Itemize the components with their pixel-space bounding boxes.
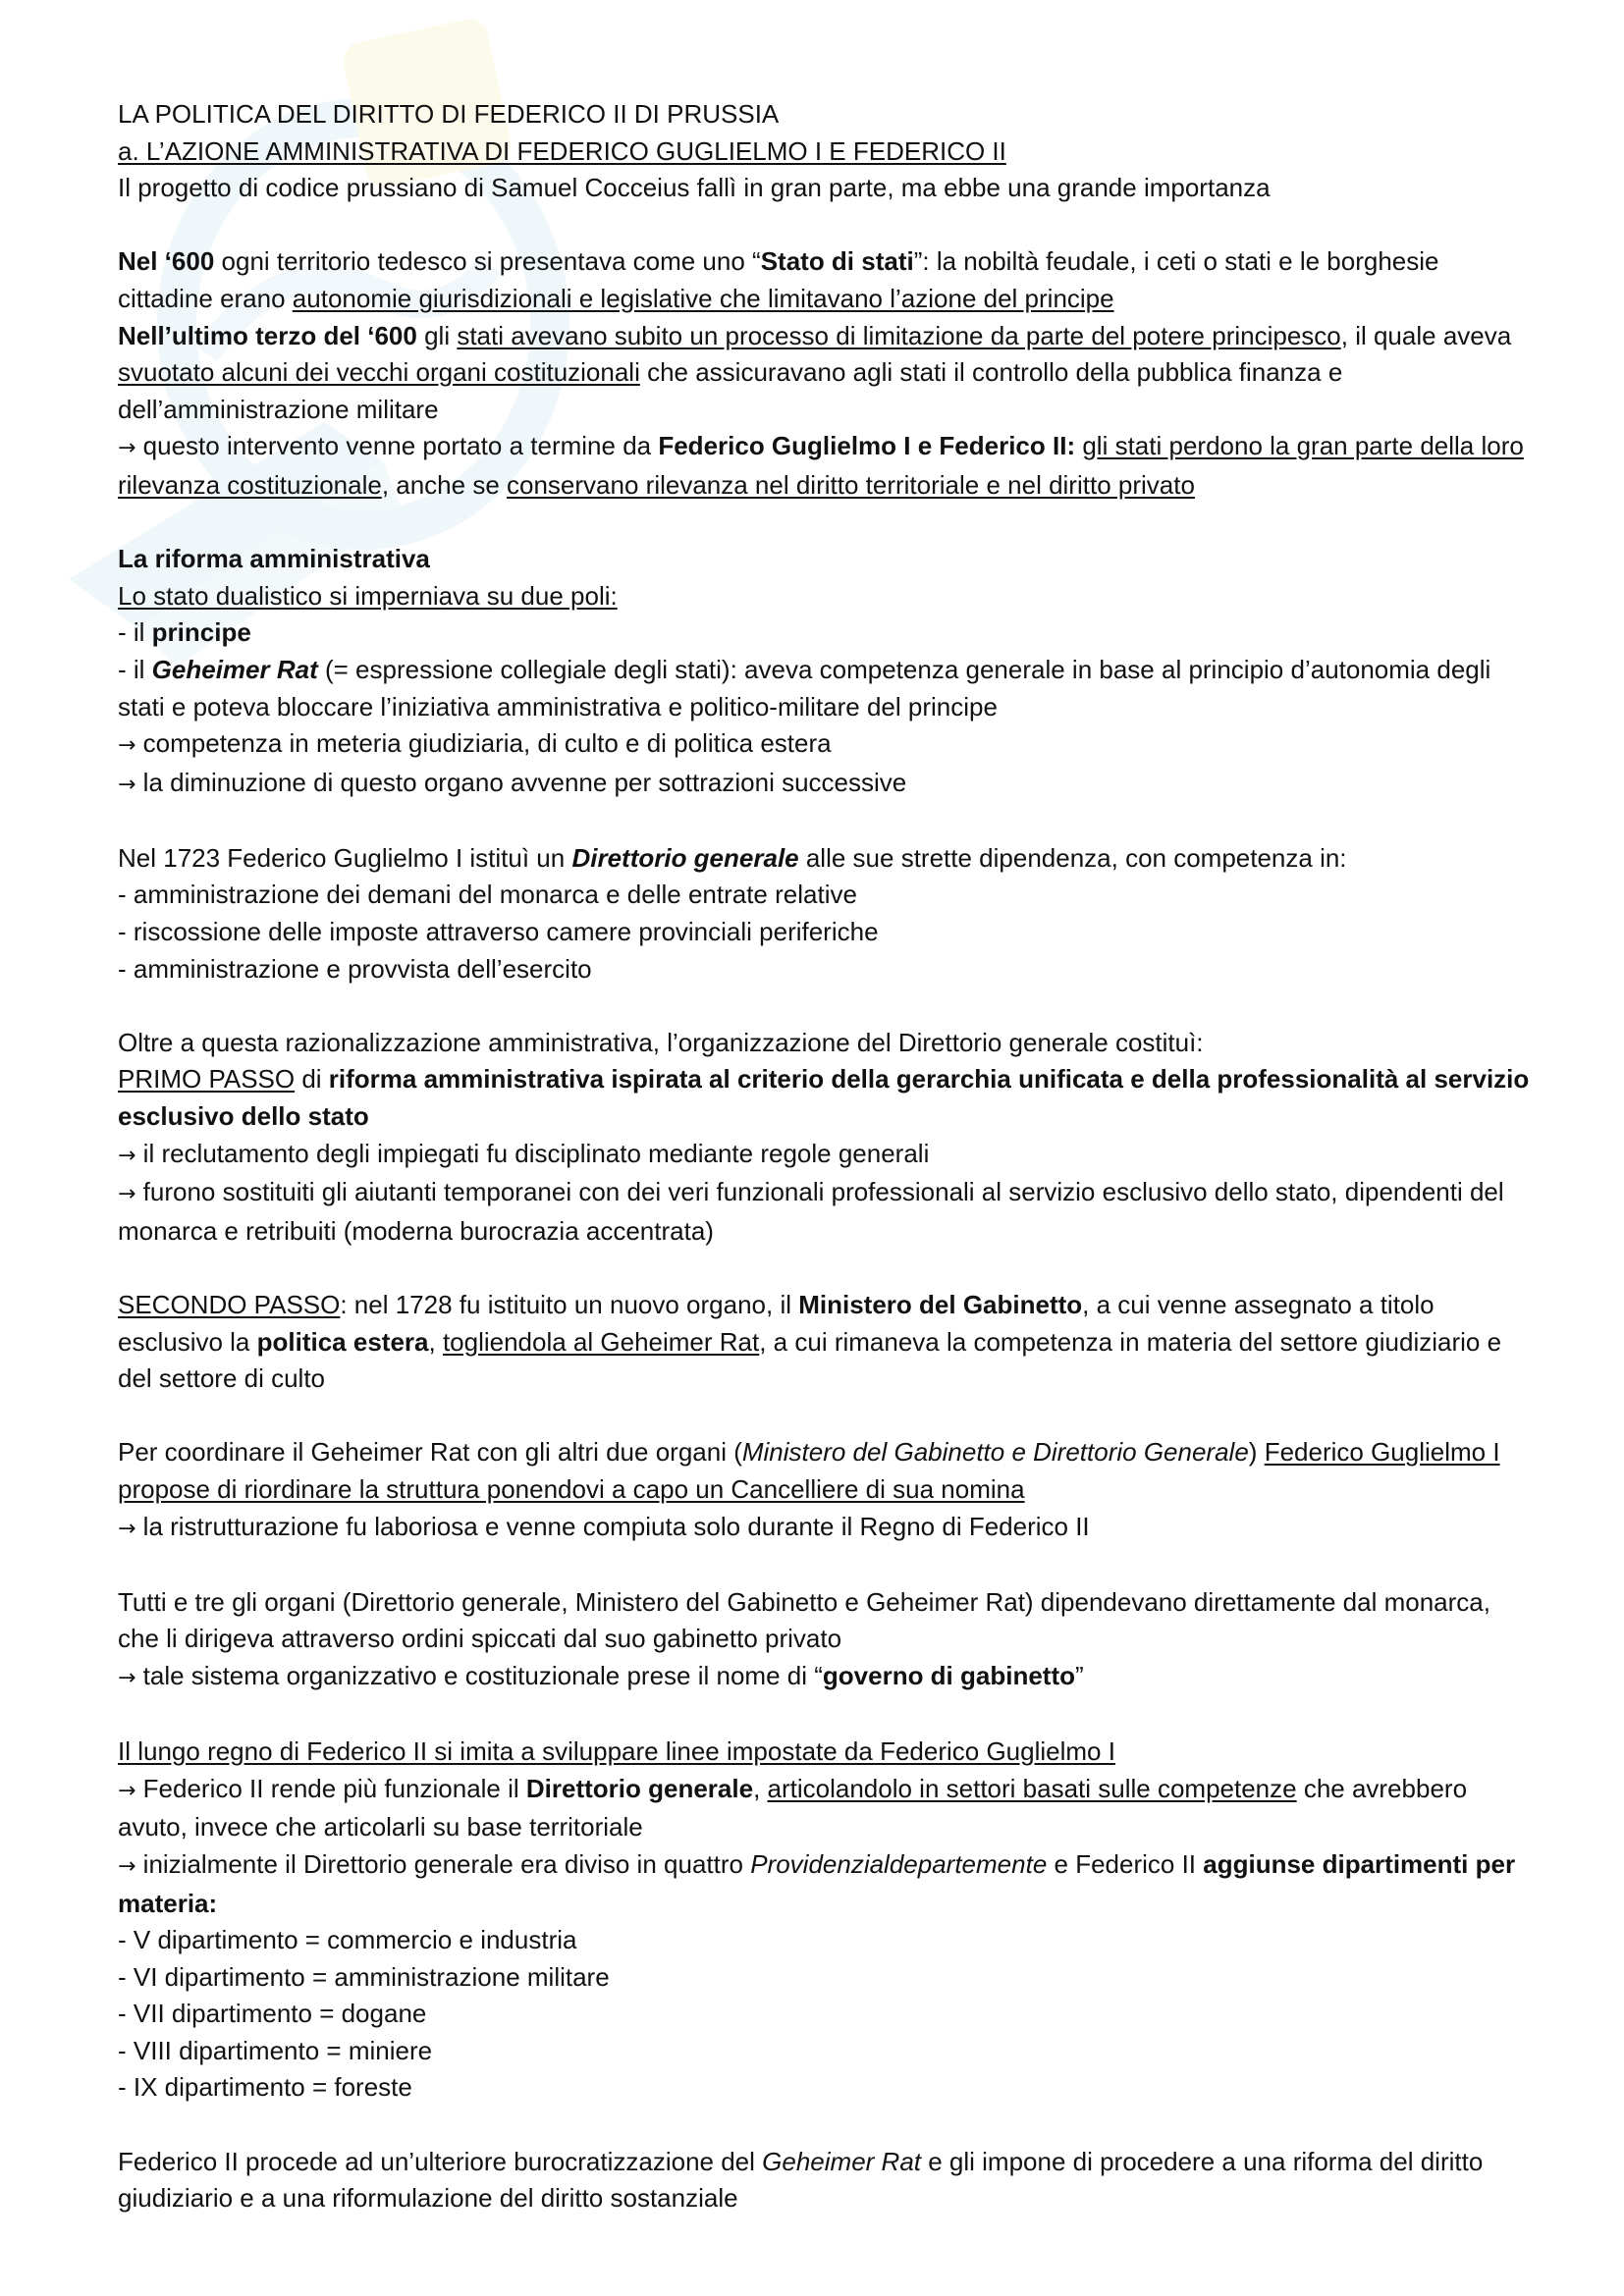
arrow-icon: → <box>118 1778 136 1803</box>
arrow-sostituiti: → furono sostituiti gli aiutanti temporanei con dei veri funzionali professionali al servizio esclusivo dello stato, dipendenti del monarca e retribuiti (moderna burocrazia accentrata) <box>118 1177 1504 1246</box>
pole-principe: - il principe <box>118 617 251 648</box>
arrow-icon: → <box>118 733 136 759</box>
document-body <box>118 96 1532 2217</box>
list-item: - amministrazione e provvista dell’esercito <box>118 953 592 984</box>
arrow-inizialmente: → inizialmente il Direttorio generale era diviso in quattro Providenzialdepartemente e Federico II aggiunse dipartimenti per materia: <box>118 1848 1516 1918</box>
list-item: - riscossione delle imposte attraverso camere provinciali periferiche <box>118 917 879 947</box>
intro-paragraph: Il progetto di codice prussiano di Samuel Cocceius fallì in gran parte, ma ebbe una grande importanza <box>118 173 1271 203</box>
department-item: - VI dipartimento = amministrazione militare <box>118 1961 610 1992</box>
arrow-icon: → <box>118 772 136 797</box>
list-item: - amministrazione dei demani del monarca e delle entrate relative <box>118 880 857 910</box>
department-item: - VII dipartimento = dogane <box>118 1999 427 2029</box>
paragraph-seicento: Nel ‘600 ogni territorio tedesco si presentava come uno “Stato di stati”: la nobiltà feudale, i ceti o stati e le borghesie cittadine erano autonomie giurisdizionali e legislative che limitavano l’azione del principe <box>118 246 1439 313</box>
pole-geheimer-rat: - il Geheimer Rat (= espressione collegiale degli stati): aveva competenza generale in base al principio d’autonomia degli stati e poteva bloccare l’iniziativa amministrativa e politico-militare del principe <box>118 654 1491 721</box>
paragraph-1723: Nel 1723 Federico Guglielmo I istituì un Direttorio generale alle sue strette dipendenza, con competenza in: <box>118 842 1347 873</box>
arrow-reclutamento: → il reclutamento degli impiegati fu disciplinato mediante regole generali <box>118 1138 930 1168</box>
riforma-heading: La riforma amministrativa <box>118 544 430 574</box>
paragraph-finale: Federico II procede ad un’ulteriore burocratizzazione del Geheimer Rat e gli impone di procedere a una riforma del diritto giudiziario e a una riformulazione del diritto sostanziale <box>118 2146 1484 2214</box>
arrow-sistema: → tale sistema organizzativo e costituzionale prese il nome di “governo di gabinetto” <box>118 1660 1084 1690</box>
arrow-federico-funzionale: → Federico II rende più funzionale il Direttorio generale, articolandolo in settori basati sulle competenze che avrebbero avuto, invece che articolarli su base territoriale <box>118 1773 1468 1842</box>
arrow-icon: → <box>118 1665 136 1690</box>
department-item: - VIII dipartimento = miniere <box>118 2035 433 2065</box>
paragraph-lungo-regno: Il lungo regno di Federico II si imita a sviluppare linee impostate da Federico Guglielmo I <box>118 1736 1115 1767</box>
department-item: - IX dipartimento = foreste <box>118 2072 412 2103</box>
arrow-icon: → <box>118 436 136 461</box>
paragraph-ultimo-terzo: Nell’ultimo terzo del ‘600 gli stati avevano subito un processo di limitazione da parte del potere principesco, il quale aveva svuotato alcuni dei vecchi organi costituzionali che assicuravano agli stati il controllo della pubblica finanza e dell’amministrazione militare <box>118 320 1512 424</box>
arrow-ristrutturazione: → la ristrutturazione fu laboriosa e venne compiuta solo durante il Regno di Federico II <box>118 1511 1090 1541</box>
paragraph-oltre: Oltre a questa razionalizzazione amministrativa, l’organizzazione del Direttorio generale costituì: <box>118 1027 1204 1057</box>
paragraph-intervento: → questo intervento venne portato a termine da Federico Guglielmo I e Federico II: gli stati perdono la gran parte della loro rilevanza costituzionale, anche se conservano rilevanza nel diritto territoriale e nel diritto privato <box>118 431 1524 500</box>
paragraph-secondo-passo: SECONDO PASSO: nel 1728 fu istituito un nuovo organo, il Ministero del Gabinetto, a cui venne assegnato a titolo esclusivo la politica estera, togliendola al Geheimer Rat, a cui rimaneva la competenza in materia del settore giudiziario e del settore di culto <box>118 1290 1502 1394</box>
arrow-diminuzione: → la diminuzione di questo organo avvenne per sottrazioni successive <box>118 767 907 797</box>
arrow-icon: → <box>118 1182 136 1207</box>
paragraph-coordinare: Per coordinare il Geheimer Rat con gli altri due organi (Ministero del Gabinetto e Direttorio Generale) Federico Guglielmo I propose di riordinare la struttura ponendovi a capo un Cancelliere di sua nomina <box>118 1437 1500 1504</box>
arrow-icon: → <box>118 1143 136 1168</box>
dualistic-intro: Lo stato dualistico si imperniava su due poli: <box>118 580 618 611</box>
doc-title: LA POLITICA DEL DIRITTO DI FEDERICO II DI PRUSSIA <box>118 99 780 129</box>
section-a-heading: a. L’AZIONE AMMINISTRATIVA DI FEDERICO GUGLIELMO I E FEDERICO II <box>118 135 1006 166</box>
arrow-icon: → <box>118 1516 136 1541</box>
paragraph-primo-passo: PRIMO PASSO di riforma amministrativa ispirata al criterio della gerarchia unificata e della professionalità al servizio esclusivo dello stato <box>118 1064 1530 1132</box>
arrow-competenza: → competenza in meteria giudiziaria, di culto e di politica estera <box>118 728 832 759</box>
department-item: - V dipartimento = commercio e industria <box>118 1925 577 1955</box>
paragraph-tutti-organi: Tutti e tre gli organi (Direttorio generale, Ministero del Gabinetto e Geheimer Rat) dipendevano direttamente dal monarca, che li dirigeva attraverso ordini spiccati dal suo gabinetto privato <box>118 1586 1490 1654</box>
arrow-icon: → <box>118 1853 136 1879</box>
